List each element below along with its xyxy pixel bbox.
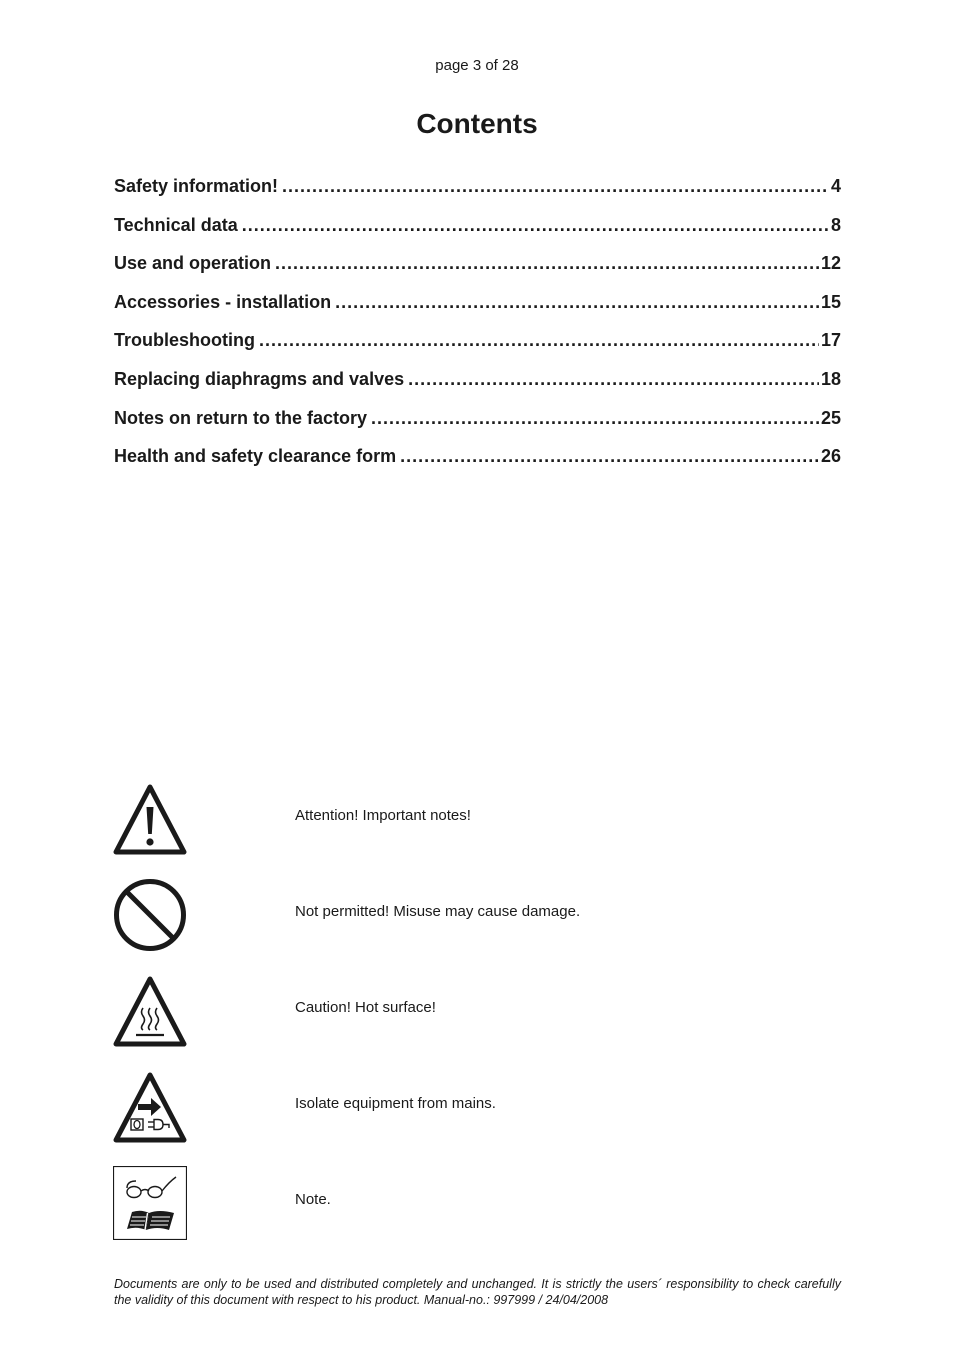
symbol-description: Not permitted! Misuse may cause damage. xyxy=(295,903,581,920)
toc-entry-health-and-safety-form[interactable] xyxy=(114,446,841,485)
note-glasses-book-icon xyxy=(113,1166,187,1240)
symbol-row-not-permitted xyxy=(113,878,853,974)
toc-entry-technical-data[interactable] xyxy=(114,215,841,254)
symbol-description: Note. xyxy=(295,1191,331,1208)
toc-entry-label: Accessories - installation xyxy=(114,291,332,312)
toc-entry-label: Health and safety clearance form xyxy=(114,446,397,467)
toc-entry-replacing-diaphragms-and-valves[interactable] xyxy=(114,369,841,408)
symbol-legend xyxy=(113,782,853,1262)
toc-dot-leader xyxy=(371,408,819,429)
toc-dot-leader xyxy=(259,330,819,351)
symbol-description: Attention! Important notes! xyxy=(295,807,471,824)
toc-dot-leader xyxy=(275,253,819,274)
toc-entry-label: Safety information! xyxy=(114,176,279,196)
toc-entry-troubleshooting[interactable] xyxy=(114,330,841,369)
toc-entry-page: 18 xyxy=(820,368,841,389)
warning-triangle-icon xyxy=(113,782,187,856)
toc-entry-page: 8 xyxy=(830,214,841,235)
symbol-row-isolate-mains xyxy=(113,1070,853,1166)
toc-dot-leader xyxy=(282,176,829,197)
toc-entry-label: Use and operation xyxy=(114,253,272,274)
toc-entry-safety-information[interactable] xyxy=(114,176,841,215)
toc-entry-page: 15 xyxy=(820,291,841,312)
toc-dot-leader xyxy=(400,446,819,467)
toc-entry-label: Troubleshooting xyxy=(114,330,255,351)
hot-surface-icon xyxy=(113,974,187,1048)
toc-dot-leader xyxy=(408,369,819,390)
toc-dot-leader xyxy=(242,215,829,236)
symbol-row-hot-surface xyxy=(113,974,853,1070)
toc-entry-label: Notes on return to the factory xyxy=(114,407,368,428)
symbol-row-attention xyxy=(113,782,853,878)
page-number: page 3 of 28 xyxy=(435,57,519,74)
page-title: Contents xyxy=(416,108,538,139)
footer-disclaimer: Documents are only to be used and distributed completely and unchanged. It is strictly the users´ responsibility to check carefully the validity of this document with respect to his product. Manual-no.: 997999 / 24/04/2008 xyxy=(114,1277,841,1307)
symbol-description: Caution! Hot surface! xyxy=(295,999,436,1016)
toc-entry-page: 4 xyxy=(830,176,841,196)
toc-entry-page: 25 xyxy=(820,407,841,428)
toc-entry-label: Technical data xyxy=(114,214,238,235)
prohibited-icon xyxy=(113,878,187,952)
isolate-mains-icon xyxy=(113,1070,187,1144)
symbol-row-note xyxy=(113,1166,853,1262)
toc-entry-page: 12 xyxy=(820,253,841,274)
symbol-description: Isolate equipment from mains. xyxy=(295,1095,496,1112)
table-of-contents xyxy=(114,176,841,485)
toc-entry-notes-on-return[interactable] xyxy=(114,408,841,447)
toc-entry-page: 17 xyxy=(820,330,841,351)
toc-entry-accessories-installation[interactable] xyxy=(114,292,841,331)
toc-entry-use-and-operation[interactable] xyxy=(114,253,841,292)
toc-entry-page: 26 xyxy=(820,446,841,467)
toc-dot-leader xyxy=(335,292,819,313)
toc-entry-label: Replacing diaphragms and valves xyxy=(114,368,405,389)
